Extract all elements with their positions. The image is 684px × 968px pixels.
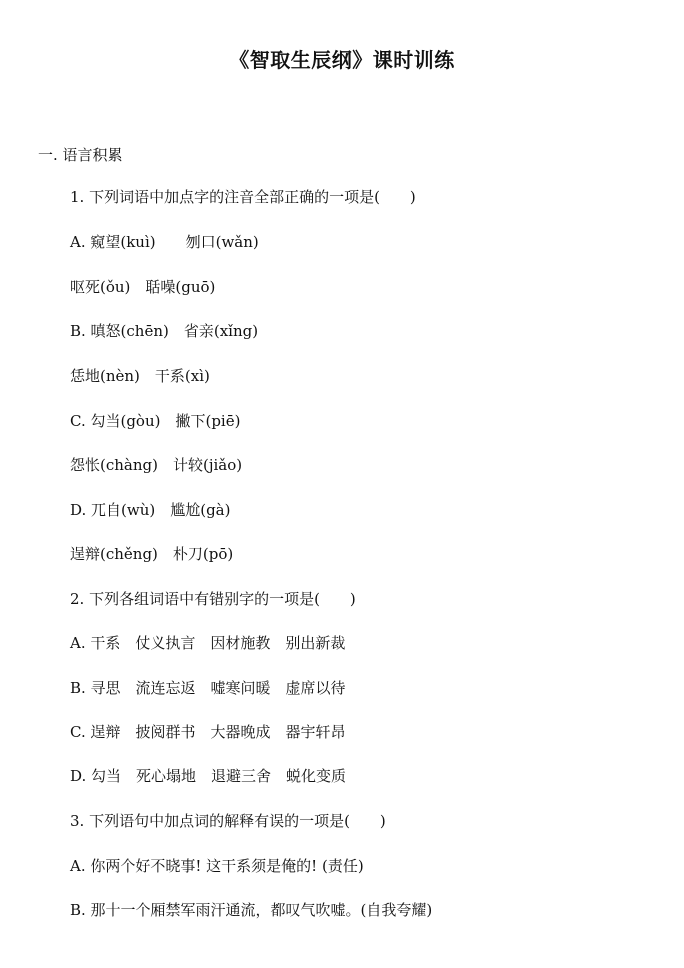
question-1-option-d-line1: D. 兀自(wù) 尴尬(gà) [70,501,231,519]
question-2-option-b: B. 寻思 流连忘返 嘘寒问暖 虚席以待 [70,679,346,697]
question-1-option-b-line1: B. 嗔怒(chēn) 省亲(xǐng) [70,322,259,340]
section-heading: 一. 语言积累 [38,146,123,164]
question-2-option-d: D. 勾当 死心塌地 退避三舍 蜕化变质 [70,767,347,785]
question-2-option-c: C. 逞辩 披阅群书 大器晚成 器宇轩昂 [70,723,346,741]
page-title: 《智取生辰纲》课时训练 [229,48,455,72]
question-1-stem: 1. 下列词语中加点字的注音全部正确的一项是( ) [70,188,416,206]
question-3-option-a: A. 你两个好不晓事! 这干系须是俺的! (责任) [70,857,364,875]
question-1-option-c-line2: 怨怅(chàng) 计较(jiǎo) [70,456,243,474]
question-2-stem: 2. 下列各组词语中有错别字的一项是( ) [70,590,356,608]
question-2-option-a: A. 干系 仗义执言 因材施教 别出新裁 [70,634,346,652]
question-1-option-a-line1: A. 窥望(kuì) 刎口(wǎn) [70,233,259,251]
question-3-stem: 3. 下列语句中加点词的解释有误的一项是( ) [70,812,386,830]
question-3-option-b: B. 那十一个厢禁军雨汗通流，都叹气吹嘘。(自我夸耀) [70,901,433,919]
question-1-option-c-line1: C. 勾当(gòu) 撇下(piē) [70,412,241,430]
question-1-option-d-line2: 逞辩(chěng) 朴刀(pō) [70,545,234,563]
question-1-option-b-line2: 恁地(nèn) 干系(xì) [70,367,210,385]
question-1-option-a-line2: 呕死(ǒu) 聒噪(guō) [70,278,216,296]
